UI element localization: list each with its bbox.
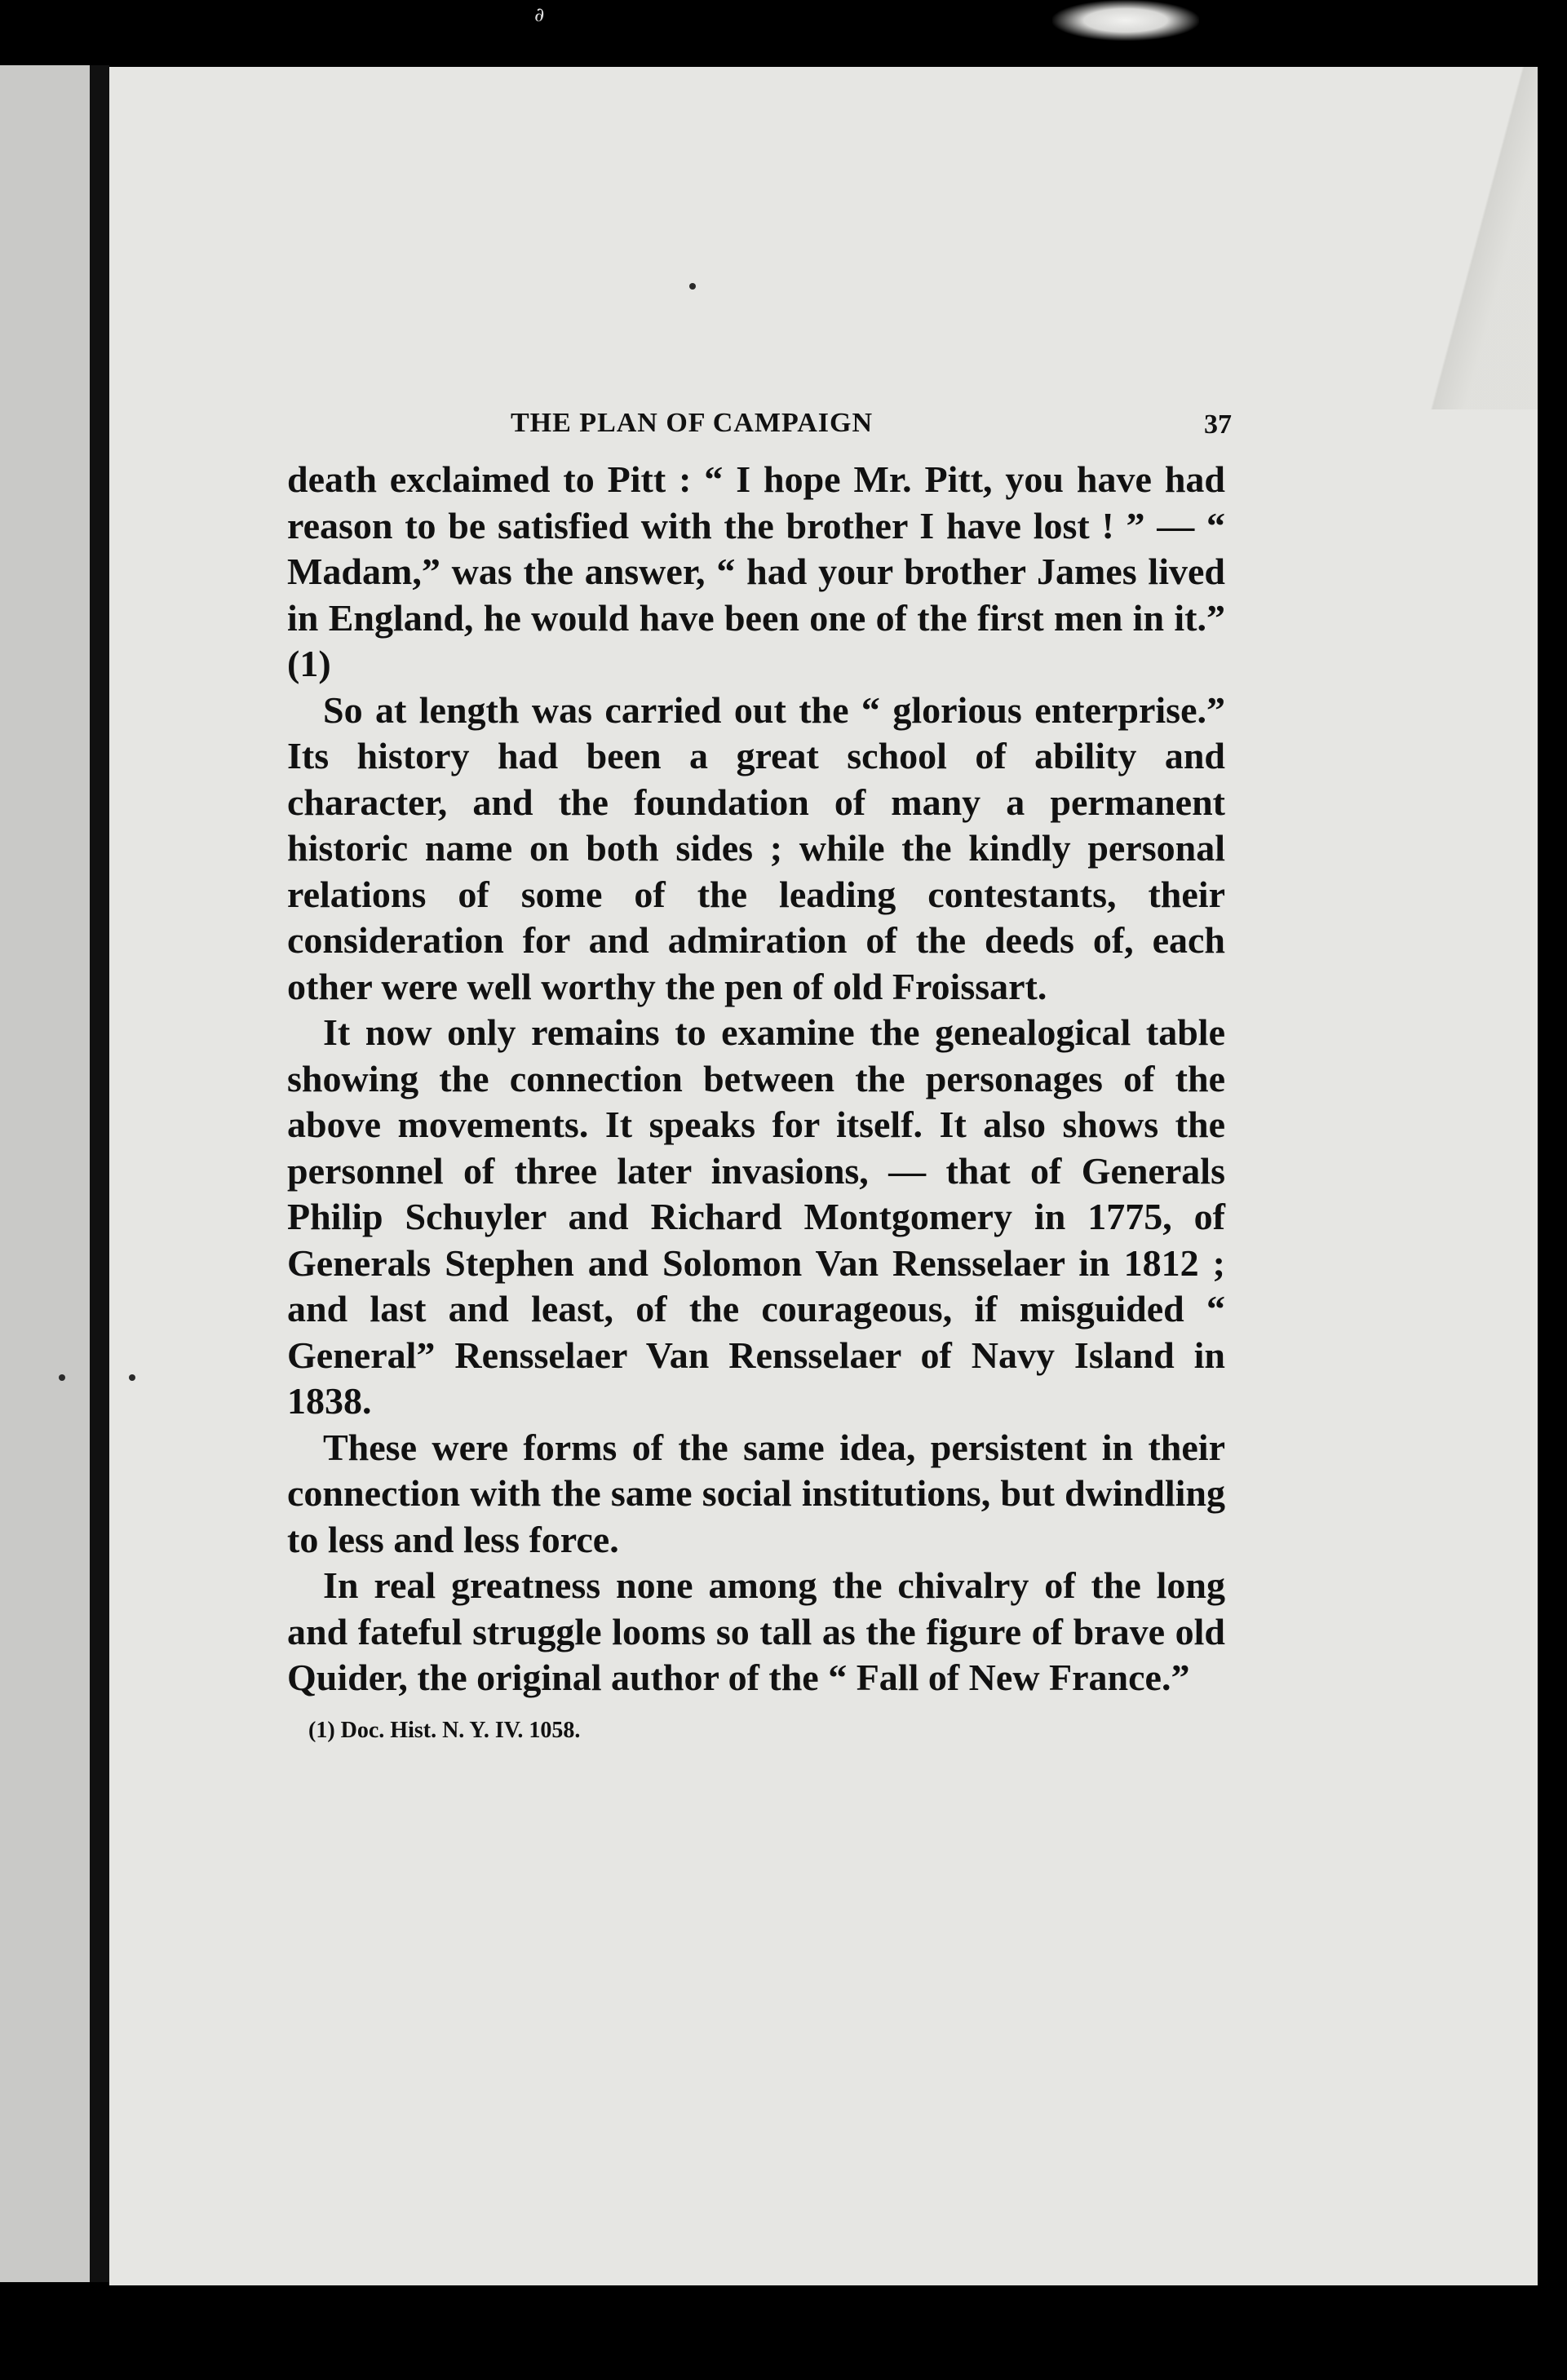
paragraph: It now only remains to examine the genealogical table showing the connection between the personages of the above movements. It speaks for itself. It also shows the personnel of three later invasions, — that of Generals Philip Schuyler and Richard Montgomery in 1775, of Generals Stephen and Solomon Van Rensselaer in 1812 ; and last and least, of the courageous, if misguided “ General” Rensselaer Van Rensselaer of Navy Island in 1838.: [287, 1011, 1225, 1422]
footnote: (1) Doc. Hist. N. Y. IV. 1058.: [308, 1717, 581, 1743]
scan-artifact: [1052, 0, 1199, 41]
running-head: [292, 408, 1232, 457]
paragraph: death exclaimed to Pitt : “ I hope Mr. Pitt, you have had reason to be satisfied with the brother I have lost ! ” — “ Madam,” was the answer, “ had your brother James lived in England, he would have been one of the first men in it.” (1): [287, 458, 1225, 684]
scan-mark: ∂: [534, 3, 545, 26]
facing-page-edge: [0, 65, 90, 2282]
paragraph: So at length was carried out the “ glorious enterprise.” Its history had been a great school of ability and character, and the foundation of many a permanent historic name on both sides ; while the kindly personal relations of some of the leading contestants, their consideration for and admiration of the deeds of, each other were well worthy the pen of old Froissart.: [287, 688, 1225, 1007]
running-head-title: THE PLAN OF CAMPAIGN: [511, 408, 874, 438]
page-number: 37: [1204, 409, 1232, 440]
paragraph: These were forms of the same idea, persistent in their connection with the same social institutions, but dwindling to less and less force.: [287, 1426, 1225, 1560]
binding-gutter: [90, 65, 109, 2282]
page-crease: [1391, 67, 1538, 409]
speck: [689, 283, 696, 290]
paragraph: In real greatness none among the chivalry of the long and fateful struggle looms so tall as the figure of brave old Quider, the original author of the “ Fall of New France.”: [287, 1564, 1225, 1698]
page-text: [287, 408, 1232, 1744]
speck: [59, 1374, 65, 1381]
speck: [129, 1374, 135, 1381]
